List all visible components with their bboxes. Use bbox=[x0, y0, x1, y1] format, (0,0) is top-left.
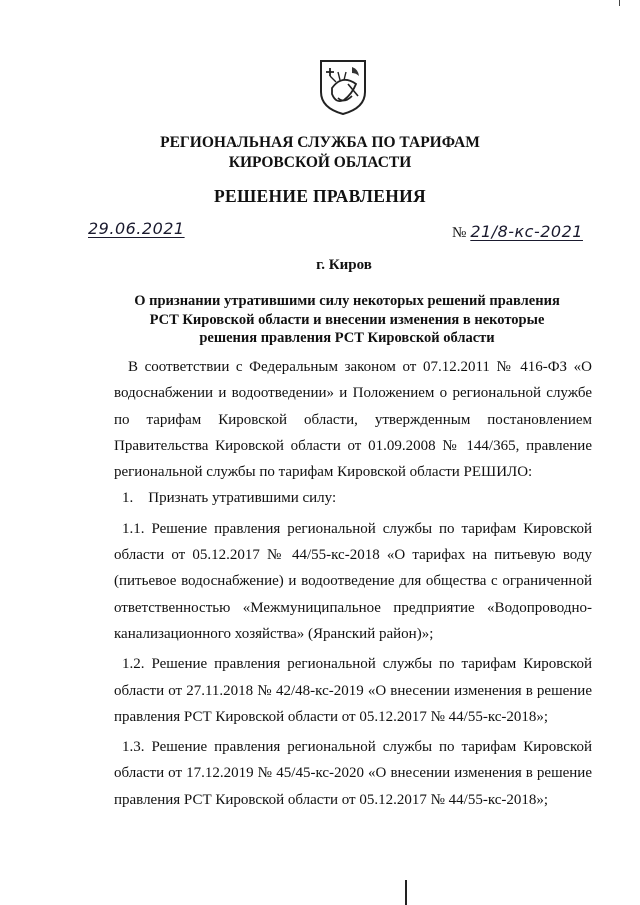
decision-number-block bbox=[452, 222, 583, 242]
decision-body bbox=[114, 354, 592, 813]
item-1-1: 1.1. Решение правления региональной службы по тарифам Кировской области от 05.12.2017 № 44/55-кс-2018 «О тарифах на питьевую воду (питьевое водоснабжение) и водоотведение для общества с ограниченной ответственностью «Межмуниципальное предприятие «Водопроводно-канализационного хозяйства» (Яранский район)»; bbox=[114, 520, 592, 642]
decision-title: РЕШЕНИЕ ПРАВЛЕНИЯ bbox=[214, 186, 426, 206]
scan-mark-bottom bbox=[405, 880, 407, 905]
org-line-1: РЕГИОНАЛЬНАЯ СЛУЖБА ПО ТАРИФАМ bbox=[160, 134, 480, 151]
number-sign: № bbox=[452, 225, 467, 241]
preamble-paragraph: В соответствии с Федеральным законом от 07.12.2011 № 416-ФЗ «О водоснабжении и водоотведении» и Положением о региональной службе по тарифам Кировской области, утвержденным постановлением Правительства Кировской области от 01.09.2008 № 144/365, правление региональной службы по тарифам Кировской области РЕШИЛО: bbox=[114, 359, 592, 481]
city: г. Киров bbox=[316, 257, 372, 273]
coat-of-arms-icon bbox=[318, 58, 368, 116]
decision-number: 21/8-кс-2021 bbox=[470, 222, 583, 241]
item-1-2: 1.2. Решение правления региональной службы по тарифам Кировской области от 27.11.2018 № 42/48-кс-2019 «О внесении изменения в решение правления РСТ Кировской области от 05.12.2017 № 44/55-кс-2018»; bbox=[114, 656, 592, 725]
subject-line-3: решения правления РСТ Кировской области bbox=[199, 330, 495, 346]
item-1-3: 1.3. Решение правления региональной службы по тарифам Кировской области от 17.12.2019 № 45/45-кс-2020 «О внесении изменения в решение правления РСТ Кировской области от 05.12.2017 № 44/55-кс-2018»; bbox=[114, 739, 592, 808]
org-line-2: КИРОВСКОЙ ОБЛАСТИ bbox=[228, 154, 412, 171]
decision-subject bbox=[120, 292, 574, 348]
decision-date: 29.06.2021 bbox=[88, 219, 185, 238]
subject-line-2: РСТ Кировской области и внесении изменения в некоторые bbox=[149, 311, 545, 328]
scan-mark bbox=[619, 0, 620, 6]
organization-name bbox=[0, 133, 640, 173]
item-1: 1. Признать утратившими силу: bbox=[122, 490, 337, 507]
subject-line-1: О признании утратившими силу некоторых решений правления bbox=[134, 293, 560, 309]
